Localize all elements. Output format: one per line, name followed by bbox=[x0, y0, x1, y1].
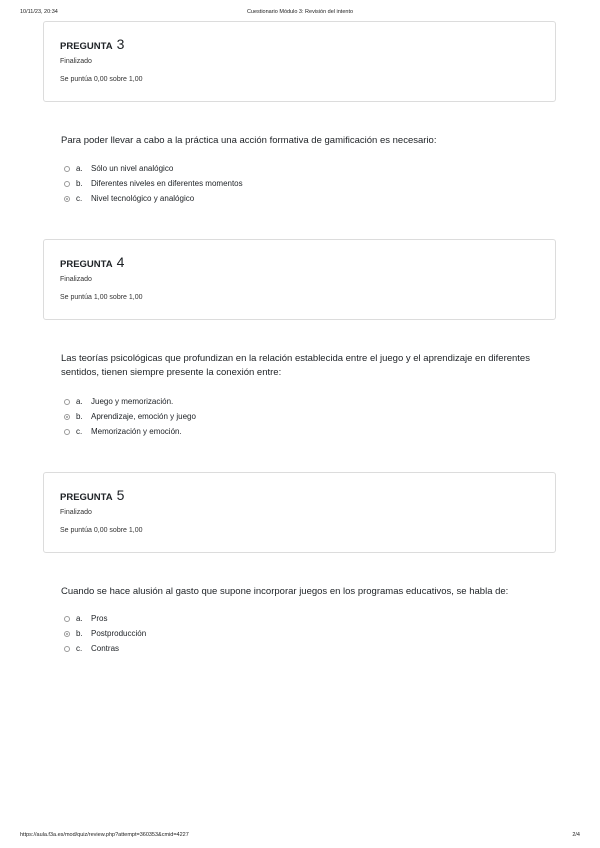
radio-icon[interactable] bbox=[64, 166, 70, 172]
question-text: Las teorías psicológicas que profundizan en la relación establecida entre el juego y el aprendizaje en diferentes sentidos, tienen siempre presente la conexión entre: bbox=[61, 353, 530, 378]
answer-option[interactable] bbox=[64, 611, 146, 626]
radio-checked-icon[interactable] bbox=[64, 196, 70, 202]
radio-icon[interactable] bbox=[64, 181, 70, 187]
radio-icon[interactable] bbox=[64, 399, 70, 405]
question-text: Para poder llevar a cabo a la práctica una acción formativa de gamificación es necesario: bbox=[61, 135, 437, 146]
answer-option[interactable] bbox=[64, 394, 196, 409]
answer-letter: b. bbox=[76, 629, 83, 638]
radio-icon[interactable] bbox=[64, 429, 70, 435]
answer-option[interactable] bbox=[64, 191, 243, 206]
answer-letter: c. bbox=[76, 427, 83, 436]
answer-option[interactable] bbox=[64, 409, 196, 424]
print-title: Cuestionario Módulo 3: Revisión del intento bbox=[246, 9, 354, 15]
answer-option[interactable] bbox=[64, 424, 196, 439]
question-grade: Se puntúa 0,00 sobre 1,00 bbox=[60, 527, 143, 534]
question-info-box bbox=[43, 472, 556, 553]
answer-option[interactable] bbox=[64, 641, 146, 656]
question-info-box bbox=[43, 239, 556, 320]
radio-icon[interactable] bbox=[64, 646, 70, 652]
answer-option[interactable] bbox=[64, 161, 243, 176]
answer-text: Memorización y emoción. bbox=[91, 427, 182, 436]
answer-letter: c. bbox=[76, 644, 83, 653]
answer-text: Aprendizaje, emoción y juego bbox=[91, 412, 196, 421]
answer-list bbox=[64, 611, 146, 656]
answer-letter: a. bbox=[76, 614, 83, 623]
answer-option[interactable] bbox=[64, 626, 146, 641]
question-number: 3 bbox=[116, 36, 125, 52]
question-state: Finalizado bbox=[60, 509, 92, 516]
question-grade: Se puntúa 0,00 sobre 1,00 bbox=[60, 76, 143, 83]
answer-list bbox=[64, 394, 196, 439]
question-label: PREGUNTA bbox=[60, 41, 113, 52]
print-url: https://aula.f3a.es/mod/quiz/review.php?attempt=360353&cmid=4227 bbox=[20, 832, 189, 838]
print-page-number: 2/4 bbox=[572, 832, 580, 838]
answer-letter: b. bbox=[76, 412, 83, 421]
question-grade: Se puntúa 1,00 sobre 1,00 bbox=[60, 294, 143, 301]
answer-text: Contras bbox=[91, 644, 120, 653]
answer-option[interactable] bbox=[64, 176, 243, 191]
question-info-box bbox=[43, 21, 556, 102]
question-label: PREGUNTA bbox=[60, 259, 113, 270]
question-number: 5 bbox=[116, 487, 125, 503]
print-datetime: 10/11/23, 20:34 bbox=[20, 9, 58, 15]
question-label: PREGUNTA bbox=[60, 492, 113, 503]
question-state: Finalizado bbox=[60, 276, 92, 283]
print-header bbox=[0, 9, 600, 19]
print-footer bbox=[0, 832, 600, 842]
answer-letter: a. bbox=[76, 164, 83, 173]
question-text: Cuando se hace alusión al gasto que supone incorporar juegos en los programas educativos, se habla de: bbox=[61, 586, 509, 597]
answer-letter: b. bbox=[76, 179, 83, 188]
question-state: Finalizado bbox=[60, 58, 92, 65]
question-title bbox=[60, 254, 124, 270]
radio-checked-icon[interactable] bbox=[64, 631, 70, 637]
answer-text: Nivel tecnológico y analógico bbox=[91, 194, 195, 203]
answer-letter: c. bbox=[76, 194, 83, 203]
answer-list bbox=[64, 161, 243, 206]
answer-letter: a. bbox=[76, 397, 83, 406]
radio-icon[interactable] bbox=[64, 616, 70, 622]
answer-text: Sólo un nivel analógico bbox=[91, 164, 174, 173]
answer-text: Juego y memorización. bbox=[91, 397, 174, 406]
question-title bbox=[60, 487, 124, 503]
answer-text: Postproducción bbox=[91, 629, 147, 638]
question-number: 4 bbox=[116, 254, 125, 270]
answer-text: Diferentes niveles en diferentes momentos bbox=[91, 179, 243, 188]
question-title bbox=[60, 36, 124, 52]
radio-checked-icon[interactable] bbox=[64, 414, 70, 420]
answer-text: Pros bbox=[91, 614, 108, 623]
